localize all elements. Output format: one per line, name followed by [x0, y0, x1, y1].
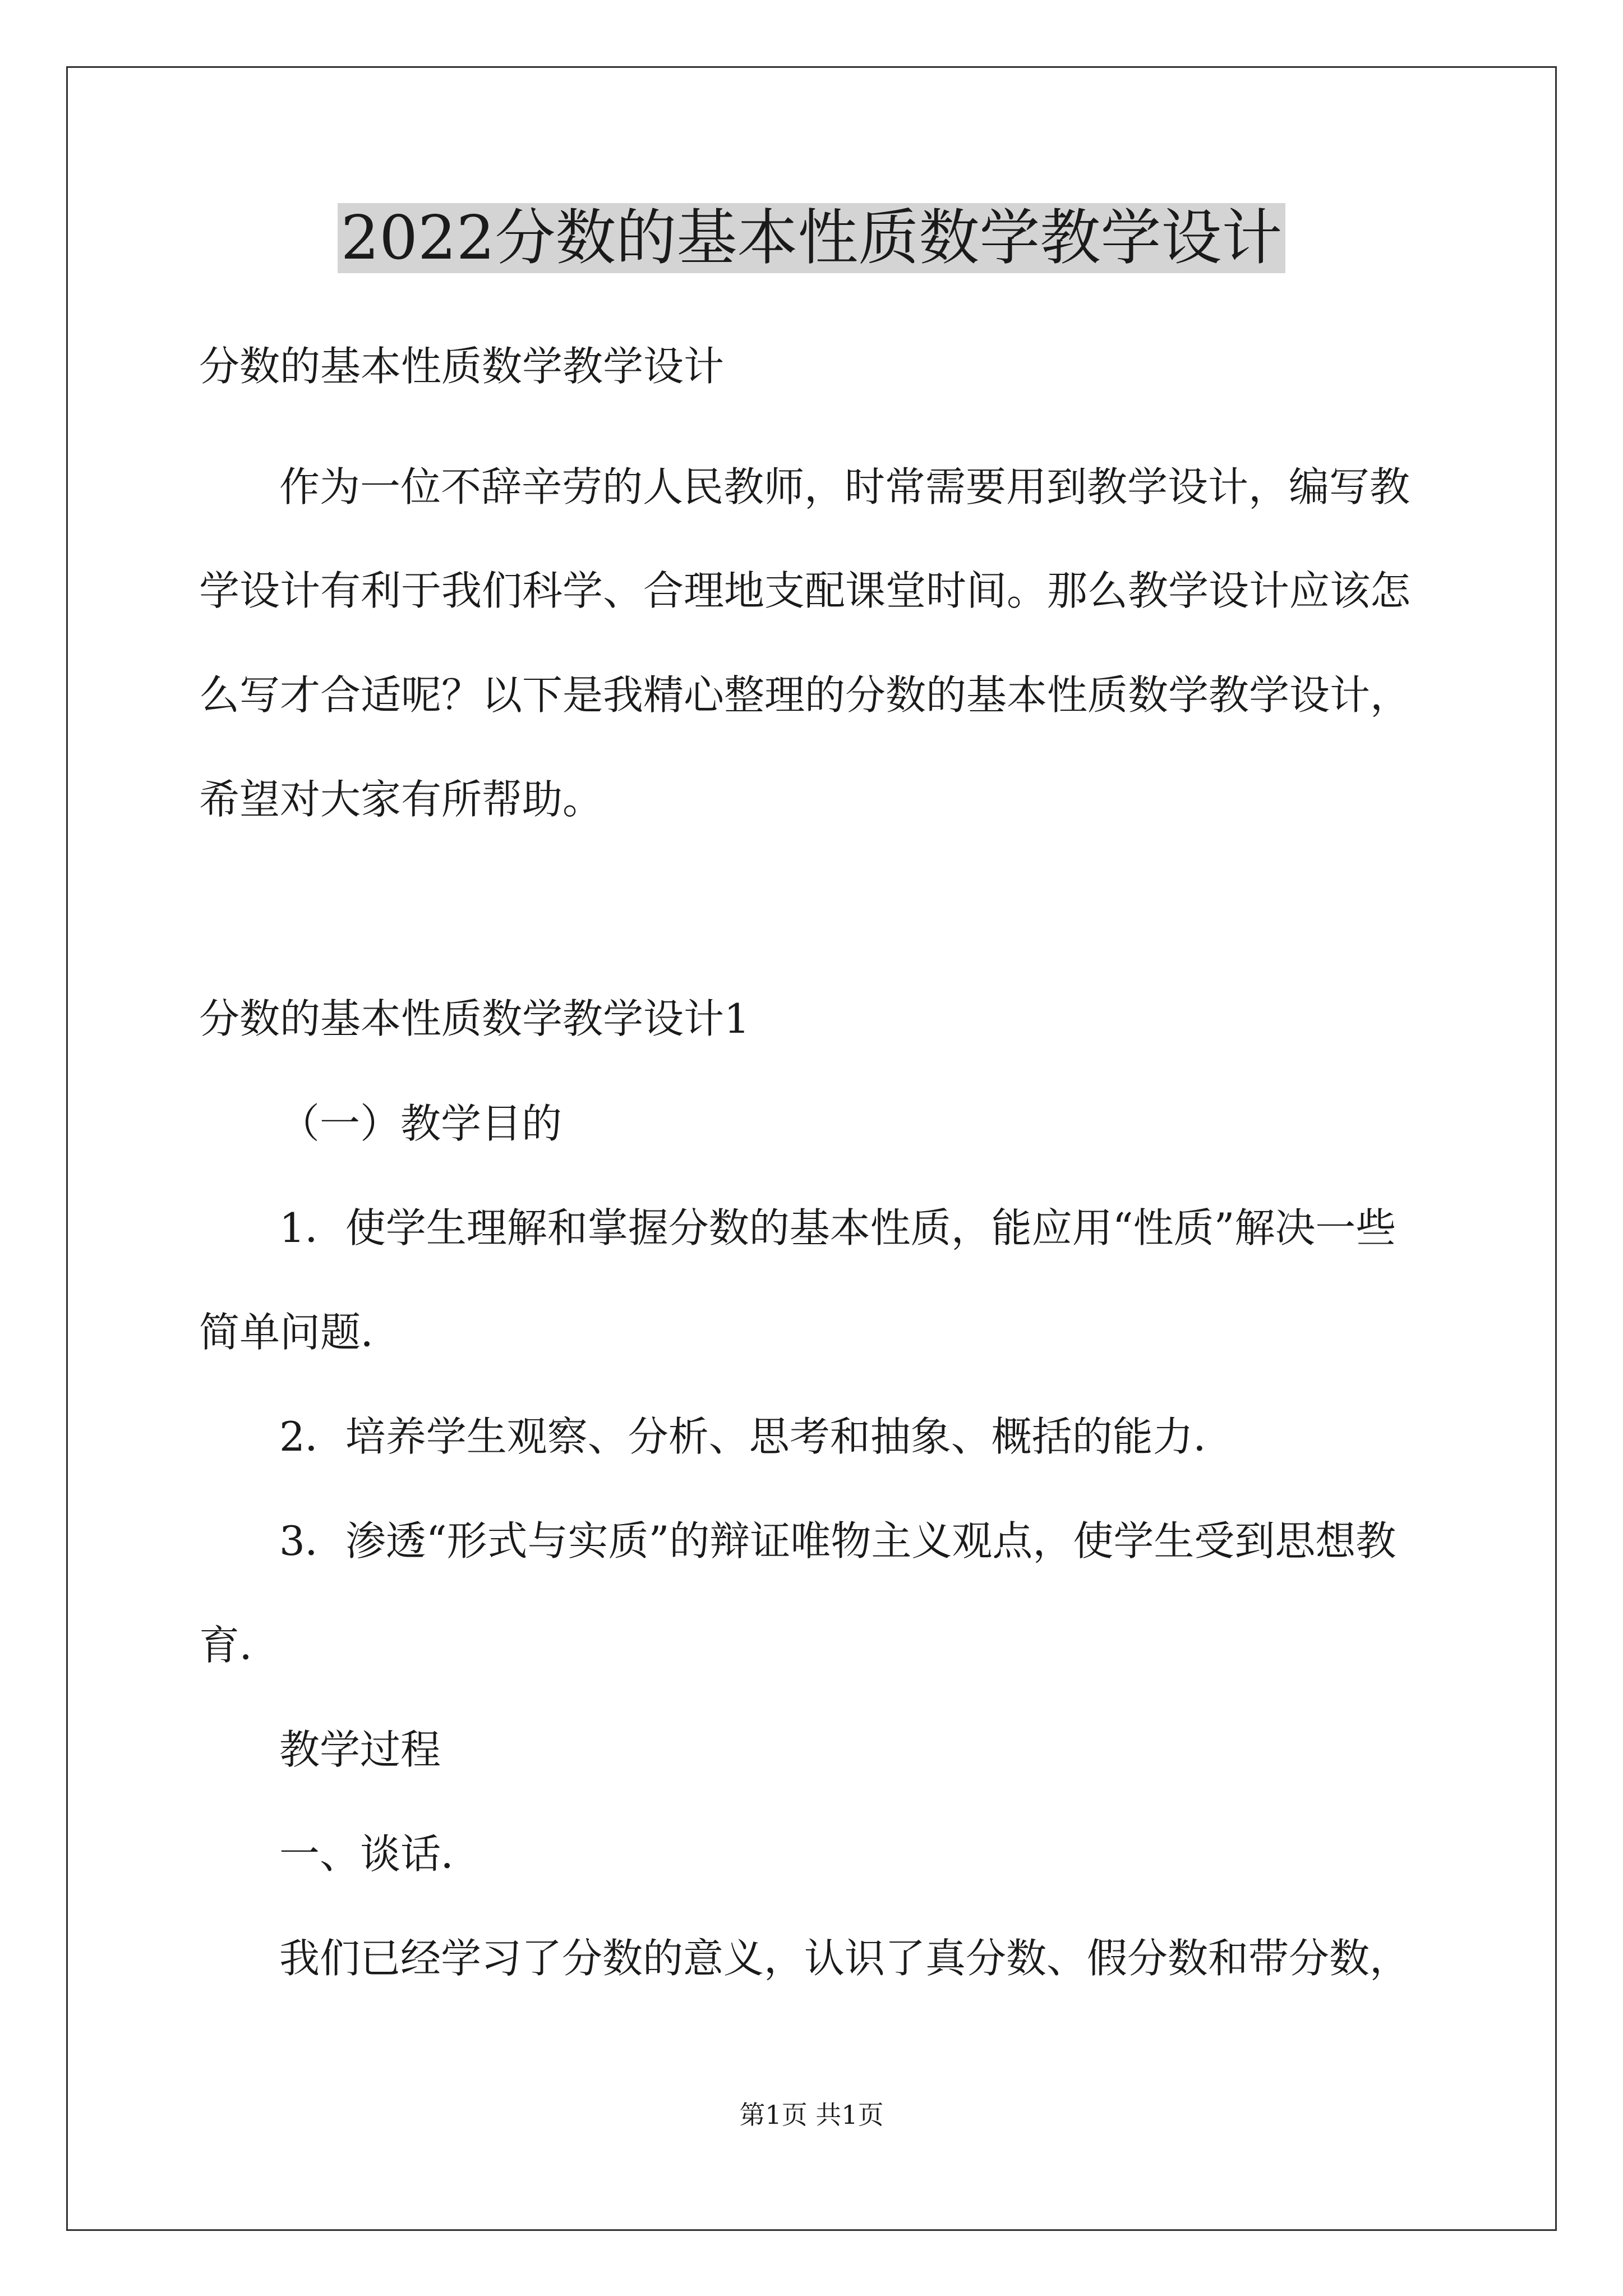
objectives-heading: （一）教学目的 — [279, 1100, 562, 1147]
subtitle-line: 分数的基本性质数学教学设计 — [199, 343, 725, 390]
intro-line-1: 作为一位不辞辛劳的人民教师，时常需要用到教学设计，编写教 — [279, 463, 1410, 510]
objective-3-line-2: 育． — [199, 1622, 280, 1669]
document-title — [0, 199, 1623, 278]
objective-1-line-2: 简单问题． — [199, 1309, 402, 1356]
objective-3-line-1: 3．渗透“形式与实质”的辩证唯物主义观点，使学生受到思想教 — [279, 1517, 1396, 1565]
objective-2: 2．培养学生观察、分析、思考和抽象、概括的能力． — [279, 1413, 1234, 1460]
step-1-text: 我们已经学习了分数的意义，认识了真分数、假分数和带分数， — [279, 1935, 1410, 1982]
objective-1-line-1: 1．使学生理解和掌握分数的基本性质，能应用“性质”解决一些 — [279, 1204, 1396, 1251]
title-text: 2022分数的基本性质数学教学设计 — [338, 203, 1286, 273]
section-heading: 分数的基本性质数学教学设计1 — [199, 995, 750, 1042]
intro-line-3: 么写才合适呢？以下是我精心整理的分数的基本性质数学教学设计， — [199, 671, 1411, 719]
page-footer: 第1页 共1页 — [739, 2100, 884, 2130]
process-heading: 教学过程 — [279, 1726, 441, 1773]
intro-line-2: 学设计有利于我们科学、合理地支配课堂时间。那么教学设计应该怎 — [199, 567, 1411, 614]
intro-line-4: 希望对大家有所帮助。 — [199, 776, 603, 823]
step-1-heading: 一、谈话． — [279, 1830, 482, 1878]
